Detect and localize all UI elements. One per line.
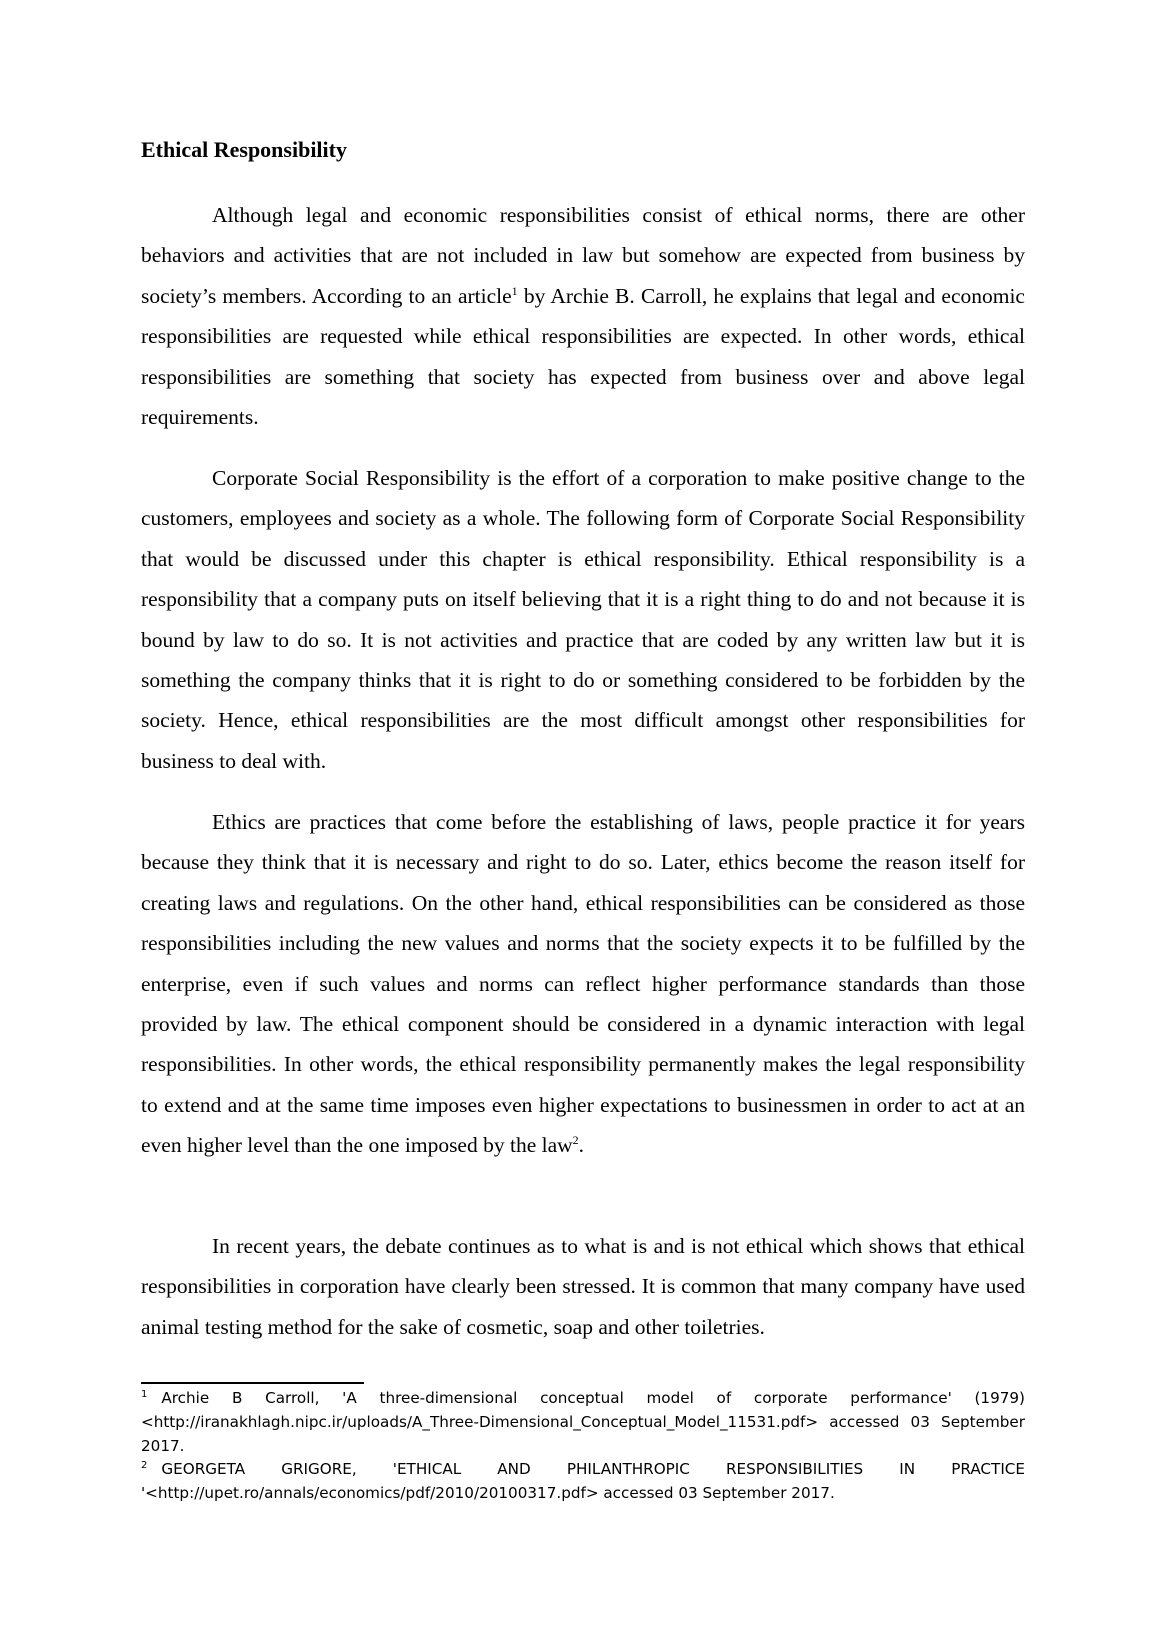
paragraph-2: Corporate Social Responsibility is the effort of a corporation to make positive change to the customers, employees and society as a whole. The following form of Corporate Social Responsibility that would be discussed under this chapter is ethical responsibility. Ethical responsibility is a responsibility that a company puts on itself believing that it is a right thing to do and not because it is bound by law to do so. It is not activities and practice that are coded by any written law but it is something the company thinks that it is right to do or something considered to be forbidden by the society. Hence, ethical responsibilities are the most difficult amongst other responsibilities for business to deal with. (141, 466, 1025, 773)
paragraph-1-text-a: Although legal and economic responsibilities consist of ethical norms, there are other behaviors and activities that are not included in law but somehow are expected from business by society’s members. According to an article (141, 203, 1025, 308)
paragraph-3-text-b: . (578, 1133, 585, 1158)
footnote-2-text: GEORGETA GRIGORE, 'ETHICAL AND PHILANTHROPIC RESPONSIBILITIES IN PRACTICE '<http://upet.ro/annals/economics/pdf/2010/20100317.pdf> accessed 03 September 2017. (141, 1460, 1025, 1503)
footnote-1-number: 1 (141, 1389, 148, 1400)
footnotes-section (141, 1387, 1025, 1506)
footnote-ref-2[interactable]: 2 (572, 1133, 579, 1148)
footnote-1 (141, 1387, 1025, 1458)
footnote-2 (141, 1458, 1025, 1506)
footnote-ref-1[interactable]: 1 (511, 283, 518, 298)
paragraph-3-text-a: Ethics are practices that come before the establishing of laws, people practice it for years because they think that it is necessary and right to do so. Later, ethics become the reason itself for creating laws and regulations. On the other hand, ethical responsibilities can be considered as those responsibilities including the new values and norms that the society expects it to be fulfilled by the enterprise, even if such values and norms can reflect higher performance standards than those provided by law. The ethical component should be considered in a dynamic interaction with legal responsibilities. In other words, the ethical responsibility permanently makes the legal responsibility to extend and at the same time imposes even higher expectations to businessmen in order to act at an even higher level than the one imposed by the law (141, 810, 1025, 1158)
paragraph-4: In recent years, the debate continues as to what is and is not ethical which shows that ethical responsibilities in corporation have clearly been stressed. It is common that many company have used animal testing method for the sake of cosmetic, soap and other toiletries. (141, 1234, 1025, 1339)
paragraph-1-text-b: by Archie B. Carroll, he explains that legal and economic responsibilities are requested while ethical responsibilities are expected. In other words, ethical responsibilities are something that society has expected from business over and above legal requirements. (141, 283, 1025, 430)
footnote-1-text: Archie B Carroll, 'A three-dimensional conceptual model of corporate performance' (1979) <http://iranakhlagh.nipc.ir/uploads/A_Three-Dimensional_Conceptual_Model_11531.pdf> accessed 03 September 2017. (141, 1389, 1025, 1455)
paragraph-4-container (141, 1226, 1025, 1356)
section-heading: Ethical Responsibility (141, 137, 347, 162)
paragraph-1 (141, 195, 1025, 437)
paragraph-3 (141, 802, 1025, 1166)
footnote-separator (141, 1382, 364, 1384)
footnote-2-number: 2 (141, 1460, 148, 1472)
